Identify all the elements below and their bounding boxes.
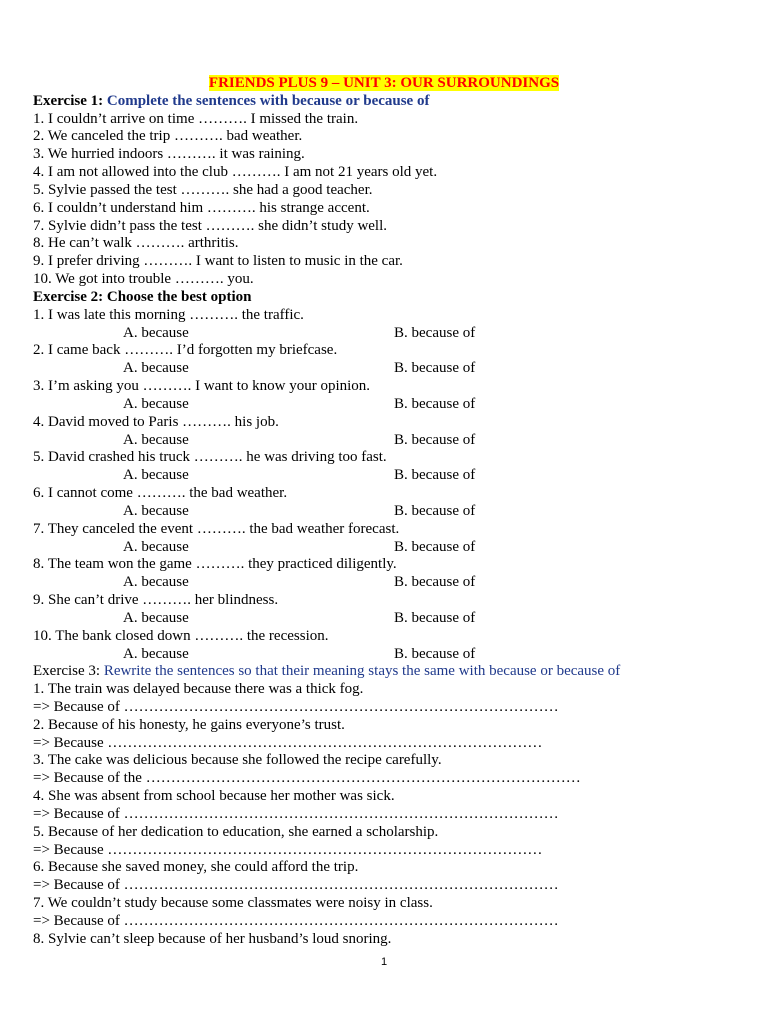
exercise-3-heading: [33, 663, 735, 681]
exercise-2-options: [33, 574, 735, 592]
exercise-3-answer-line: => Because of ……………………………………………………………………………: [33, 877, 559, 894]
exercise-1-item: 6. I couldn’t understand him ………. his strange accent.: [33, 199, 370, 216]
document-title: FRIENDS PLUS 9 – UNIT 3: OUR SURROUNDINGS: [208, 75, 560, 91]
exercise-3-sentence: 7. We couldn’t study because some classmates were noisy in class.: [33, 895, 433, 912]
page-number: 1: [380, 956, 388, 968]
option-a: A. because: [123, 431, 189, 448]
option-a: A. because: [123, 360, 189, 377]
option-a: A. because: [123, 574, 189, 591]
option-b: B. because of: [394, 538, 476, 555]
option-b: B. because of: [394, 467, 476, 484]
exercise-2-options: [33, 325, 735, 343]
exercise-1-label: Exercise 1:: [33, 92, 104, 109]
exercise-2-question: 9. She can’t drive ………. her blindness.: [33, 592, 279, 609]
exercise-2-heading: [33, 289, 735, 307]
exercise-2-options: [33, 539, 735, 557]
exercise-3-answer-line: => Because of ……………………………………………………………………………: [33, 698, 559, 715]
option-b: B. because of: [394, 502, 476, 519]
exercise-2-options: [33, 646, 735, 664]
exercise-3-sentence: 4. She was absent from school because her mother was sick.: [33, 788, 395, 805]
exercise-2-options: [33, 432, 735, 450]
exercise-3-sentence: 3. The cake was delicious because she followed the recipe carefully.: [33, 752, 442, 769]
option-b: B. because of: [394, 360, 476, 377]
exercise-1-item: 8. He can’t walk ………. arthritis.: [33, 235, 239, 252]
exercise-3-instruction: Rewrite the sentences so that their meaning stays the same with because or because of: [103, 663, 621, 680]
exercise-2-label: Exercise 2:: [33, 288, 104, 305]
exercise-2-options: [33, 467, 735, 485]
exercise-2-question: 10. The bank closed down ………. the recession.: [33, 627, 329, 644]
option-a: A. because: [123, 324, 189, 341]
exercise-1-item: 7. Sylvie didn’t pass the test ………. she didn’t study well.: [33, 217, 388, 234]
exercise-2-question: 2. I came back ………. I’d forgotten my briefcase.: [33, 342, 338, 359]
worksheet-content: [33, 75, 735, 949]
exercise-1-instruction: Complete the sentences with because or because of: [106, 92, 430, 109]
exercise-1-item: 10. We got into trouble ………. you.: [33, 271, 254, 288]
exercise-2-options: [33, 610, 735, 628]
option-a: A. because: [123, 502, 189, 519]
exercise-3-answer-line: => Because of ……………………………………………………………………………: [33, 805, 559, 822]
option-a: A. because: [123, 609, 189, 626]
exercise-3-sentence: 6. Because she saved money, she could afford the trip.: [33, 859, 359, 876]
exercise-3-sentence: 8. Sylvie can’t sleep because of her husband’s loud snoring.: [33, 930, 392, 947]
option-b: B. because of: [394, 324, 476, 341]
exercise-3-answer-line: => Because ……………………………………………………………………………: [33, 734, 543, 751]
exercise-2-question: 1. I was late this morning ………. the traffic.: [33, 306, 304, 323]
option-a: A. because: [123, 538, 189, 555]
exercise-2-question: 3. I’m asking you ………. I want to know your opinion.: [33, 378, 371, 395]
exercise-1-item: 9. I prefer driving ………. I want to listen to music in the car.: [33, 253, 403, 270]
exercise-1-item: 4. I am not allowed into the club ………. I am not 21 years old yet.: [33, 164, 438, 181]
exercise-1-item: 1. I couldn’t arrive on time ………. I missed the train.: [33, 110, 359, 127]
exercise-3-sentence: 1. The train was delayed because there was a thick fog.: [33, 681, 364, 698]
exercise-3-answer-line: => Because ……………………………………………………………………………: [33, 841, 543, 858]
option-a: A. because: [123, 645, 189, 662]
option-b: B. because of: [394, 609, 476, 626]
exercise-1-item: 3. We hurried indoors ………. it was raining.: [33, 146, 305, 163]
exercise-1-item: 2. We canceled the trip ………. bad weather.: [33, 128, 303, 145]
option-b: B. because of: [394, 574, 476, 591]
exercise-2-options: [33, 396, 735, 414]
exercise-3-answer-line: => Because of ……………………………………………………………………………: [33, 912, 559, 929]
option-b: B. because of: [394, 645, 476, 662]
option-b: B. because of: [394, 395, 476, 412]
exercise-2-question: 8. The team won the game ………. they practiced diligently.: [33, 556, 397, 573]
exercise-3-answer-line: => Because of the ……………………………………………………………………………: [33, 770, 581, 787]
exercise-1-item: 5. Sylvie passed the test ………. she had a good teacher.: [33, 181, 373, 198]
option-a: A. because: [123, 395, 189, 412]
exercise-1-heading: [33, 93, 735, 111]
exercise-3-sentence: 2. Because of his honesty, he gains everyone’s trust.: [33, 716, 345, 733]
title-line: [33, 75, 735, 93]
option-a: A. because: [123, 467, 189, 484]
exercise-2-options: [33, 503, 735, 521]
exercise-2-question: 7. They canceled the event ………. the bad weather forecast.: [33, 520, 400, 537]
exercise-3-label: Exercise 3:: [33, 663, 101, 680]
option-b: B. because of: [394, 431, 476, 448]
exercise-2-question: 4. David moved to Paris ………. his job.: [33, 413, 279, 430]
exercise-3-sentence: 5. Because of her dedication to education, she earned a scholarship.: [33, 823, 439, 840]
exercise-2-options: [33, 360, 735, 378]
exercise-2-question: 6. I cannot come ………. the bad weather.: [33, 485, 288, 502]
exercise-2-question: 5. David crashed his truck ………. he was driving too fast.: [33, 449, 387, 466]
exercise-2-instruction: Choose the best option: [106, 288, 252, 305]
